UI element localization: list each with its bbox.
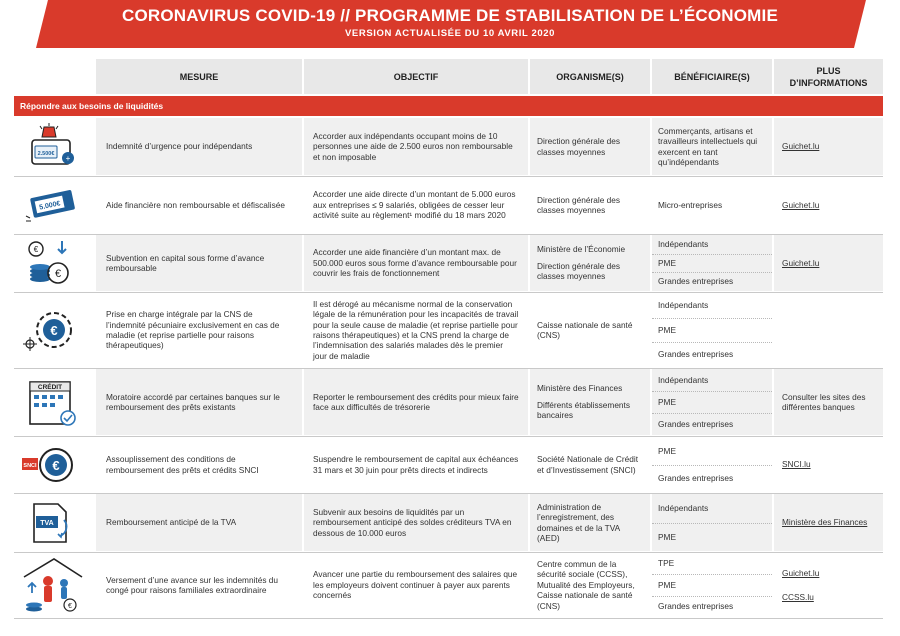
measure-cell [96, 369, 302, 435]
svg-text:€: € [50, 323, 58, 338]
svg-text:2.500€: 2.500€ [37, 150, 55, 157]
beneficiaries-cell [652, 494, 772, 551]
column-header-plus-informations [774, 59, 883, 94]
info-link[interactable]: CCSS.lu [782, 592, 814, 602]
info-cell [774, 235, 883, 291]
table-row [0, 494, 900, 551]
measure-text: Subvention en capital sous forme d’avance remboursable [106, 252, 265, 273]
organism-text: Société Nationale de Crédit et d’Investissement (SNCI) [537, 454, 639, 475]
svg-text:€: € [52, 457, 60, 473]
organism-text: Direction générale des classes moyennes [537, 194, 621, 215]
beneficiary-divider [652, 523, 772, 524]
measure-text: Moratoire accordé par certaines banques sur le remboursement des prêts existants [106, 391, 280, 412]
beneficiary-text: TPE [658, 558, 675, 569]
measure-text: Versement d’une avance sur les indemnités du congé pour raisons familiales extraordinaire [106, 574, 279, 595]
objective-text: Suspendre le remboursement de capital aux échéances 31 mars et 30 juin pour prêts directs et indirects [313, 454, 519, 475]
objective-text: Accorder une aide directe d’un montant de 5.000 euros aux entreprises ≤ 9 salariés, obligées de cesser leur activité suite au règlement¹ modifié du 18 mars 2020 [313, 189, 516, 221]
objective-text: Reporter le remboursement des crédits pour mieux faire face aux difficultés de trésorerie [313, 391, 519, 412]
svg-text:TVA: TVA [40, 519, 54, 527]
credit-calendar-icon [18, 369, 84, 435]
beneficiaries-cell [652, 553, 772, 617]
objective-cell [304, 177, 528, 233]
beneficiary-divider [652, 596, 772, 597]
tva-document-icon [18, 494, 84, 551]
family-house-icon [18, 553, 84, 617]
table-row [0, 553, 900, 617]
beneficiary-text: Grandes entreprises [658, 418, 734, 429]
info-link[interactable]: Guichet.lu [782, 199, 820, 210]
beneficiary-text: PME [658, 396, 676, 407]
organism-text: Centre commun de la sécurité sociale (CCSS), Mutualité des Employeurs, Caisse nationale de santé (CNS) [537, 558, 635, 611]
beneficiaries-cell [652, 118, 772, 175]
row-divider [14, 618, 883, 619]
measure-cell [96, 235, 302, 291]
page-subtitle: VERSION ACTUALISÉE DU 10 AVRIL 2020 [345, 28, 555, 39]
alarm-wallet-icon [18, 118, 84, 175]
svg-text:€: € [68, 603, 72, 610]
svg-text:5.000€: 5.000€ [38, 200, 62, 212]
beneficiary-text: Grandes entreprises [658, 276, 734, 287]
table-row [0, 369, 900, 435]
objective-text: Accorder aux indépendants occupant moins de 10 personnes une aide de 2.500 euros non remboursable et non imposable [313, 130, 513, 162]
table-row [0, 293, 900, 367]
beneficiary-divider [652, 413, 772, 414]
beneficiary-divider [652, 272, 772, 273]
svg-text:+: + [65, 153, 71, 163]
measure-cell [96, 177, 302, 233]
organism-text: Différents établissements bancaires [537, 399, 630, 421]
column-header-beneficiaires: BÉNÉFICIAIRE(S) [652, 59, 772, 94]
beneficiary-text: Grandes entreprises [658, 473, 734, 484]
svg-text:CRÉDIT: CRÉDIT [37, 384, 63, 391]
objective-cell [304, 494, 528, 551]
measure-text: Indemnité d’urgence pour indépendants [106, 141, 253, 152]
euro-virus-gear-icon [18, 293, 84, 367]
beneficiary-text: Indépendants [658, 503, 709, 514]
objective-text: Subvenir aux besoins de liquidités par un remboursement anticipé des soldes créditeurs TVA en dessous de 10.000 euros [313, 506, 512, 538]
info-cell [774, 118, 883, 175]
title-banner [0, 0, 900, 48]
beneficiaries-cell [652, 235, 772, 291]
column-header-mesure: MESURE [96, 59, 302, 94]
measure-text: Remboursement anticipé de la TVA [106, 517, 237, 528]
beneficiary-divider [652, 254, 772, 255]
beneficiary-divider [652, 391, 772, 392]
info-cell [774, 293, 883, 367]
beneficiaries-cell [652, 293, 772, 367]
info-link[interactable]: Guichet.lu [782, 567, 820, 578]
beneficiary-text: Indépendants [658, 239, 709, 250]
organisms-cell [530, 553, 650, 617]
organism-text: Direction générale des classes moyennes [537, 260, 621, 282]
organism-text: Direction générale des classes moyennes [537, 136, 621, 157]
beneficiary-text: PME [658, 531, 676, 542]
objective-cell [304, 293, 528, 367]
beneficiary-text: Indépendants [658, 300, 709, 311]
table-row [0, 118, 900, 175]
beneficiary-text: Grandes entreprises [658, 349, 734, 360]
info-cell [774, 553, 883, 617]
section-header-liquidites: Répondre aux besoins de liquidités [14, 96, 883, 116]
objective-cell [304, 437, 528, 492]
beneficiary-divider [652, 465, 772, 466]
beneficiary-text: PME [658, 257, 676, 268]
organism-text: Ministère des Finances [537, 383, 623, 394]
organisms-cell [530, 118, 650, 175]
measure-cell [96, 494, 302, 551]
beneficiary-text: PME [658, 579, 676, 590]
column-header-organismes: ORGANISME(S) [530, 59, 650, 94]
svg-text:SNCI: SNCI [23, 462, 37, 469]
page-title: CORONAVIRUS COVID-19 // PROGRAMME DE STABILISATION DE L’ÉCONOMIE [121, 6, 778, 25]
coin-stack-transfer-icon [18, 235, 84, 291]
organisms-cell [530, 293, 650, 367]
info-cell [774, 494, 883, 551]
info-text: Consulter les sites des différentes banques [782, 391, 866, 412]
info-link[interactable]: Guichet.lu [782, 141, 820, 152]
column-header-plus-line2: D’INFORMATIONS [789, 77, 868, 88]
beneficiaries-cell [652, 177, 772, 233]
beneficiary-divider [652, 342, 772, 343]
organisms-cell [530, 235, 650, 291]
table-row [0, 177, 900, 233]
organisms-cell [530, 437, 650, 492]
measure-text: Aide financière non remboursable et défiscalisée [106, 199, 285, 210]
organism-text: Ministère de l’Économie [537, 244, 626, 255]
measure-cell [96, 437, 302, 492]
beneficiary-text: PME [658, 324, 676, 335]
measure-text: Prise en charge intégrale par la CNS de l’indemnité pécuniaire exclusivement en cas de maladie (et reprise partielle pour raisons thérapeutiques) [106, 309, 280, 351]
info-cell [774, 177, 883, 233]
beneficiary-divider [652, 574, 772, 575]
objective-cell [304, 235, 528, 291]
measure-text: Assouplissement des conditions de remboursement des prêts et crédits SNCI [106, 454, 259, 475]
table-row [0, 437, 900, 492]
info-link[interactable]: Guichet.lu [782, 257, 820, 268]
objective-cell [304, 369, 528, 435]
measure-cell [96, 118, 302, 175]
organism-text: Administration de l’enregistrement, des domaines et de la TVA (AED) [537, 501, 620, 543]
beneficiary-text: PME [658, 445, 676, 456]
objective-text: Avancer une partie du remboursement des salaires que les employeurs doivent continuer à payer aux parents concernés [313, 569, 518, 601]
objective-cell [304, 553, 528, 617]
beneficiary-divider [652, 318, 772, 319]
beneficiary-text: Micro-entreprises [658, 199, 723, 210]
info-link[interactable]: Ministère des Finances [782, 517, 868, 528]
svg-text:€: € [54, 268, 62, 280]
column-header-plus-line1: PLUS [816, 65, 841, 76]
objective-cell [304, 118, 528, 175]
column-header-objectif: OBJECTIF [304, 59, 528, 94]
objective-text: Accorder une aide financière d’un montant max. de 500.000 euros sous forme d’avance remboursable pour couvrir les frais de fonctionnement [313, 247, 517, 279]
measure-cell [96, 293, 302, 367]
svg-text:€: € [33, 245, 39, 254]
organisms-cell [530, 494, 650, 551]
beneficiary-text: Grandes entreprises [658, 601, 734, 612]
beneficiaries-cell [652, 369, 772, 435]
organism-text: Caisse nationale de santé (CNS) [537, 319, 633, 340]
organisms-cell [530, 177, 650, 233]
beneficiaries-cell [652, 437, 772, 492]
measure-cell [96, 553, 302, 617]
organisms-cell [530, 369, 650, 435]
beneficiary-text: Indépendants [658, 374, 709, 385]
info-link[interactable]: SNCI.lu [782, 459, 811, 470]
beneficiary-text: Commerçants, artisans et travailleurs intellectuels qui exercent en tant qu’indépendants [658, 125, 758, 167]
table-row [0, 235, 900, 291]
info-cell [774, 437, 883, 492]
snci-euro-icon [18, 437, 84, 492]
objective-text: Il est dérogé au mécanisme normal de la conservation légale de la rémunération pour les incapacités de travail pour la seule cause de maladie (et reprise partielle pour raisons thérapeutiques) et la CNS prend la charge de l’indemnisation des salariés malades dès le premier jour de maladie [313, 298, 519, 361]
info-cell [774, 369, 883, 435]
banknote-icon [18, 177, 84, 233]
